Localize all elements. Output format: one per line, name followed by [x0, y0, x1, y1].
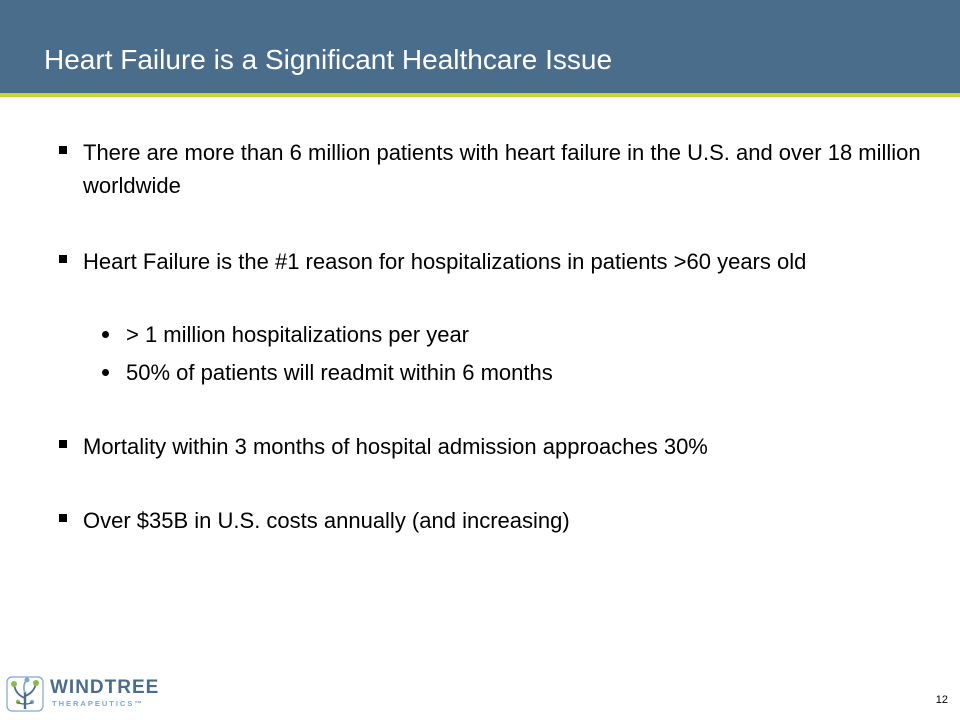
bullet-text: Mortality within 3 months of hospital admission approaches 30%: [83, 434, 708, 459]
square-bullet-icon: [59, 440, 67, 448]
sub-bullet-text: > 1 million hospitalizations per year: [126, 322, 470, 347]
square-bullet-icon: [59, 255, 67, 263]
bullet-item: [83, 245, 923, 278]
sub-bullet-text: 50% of patients will readmit within 6 months: [126, 360, 553, 385]
square-bullet-icon: [59, 146, 67, 154]
page-number: 12: [935, 694, 948, 706]
slide-title: Heart Failure is a Significant Healthcare Issue: [44, 44, 613, 75]
tree-logo-icon: [6, 676, 44, 712]
company-logo: [6, 676, 160, 712]
square-bullet-icon: [59, 514, 67, 522]
round-bullet-icon: [102, 369, 109, 376]
sub-bullet-item: [126, 318, 906, 351]
logo-subtitle: THERAPEUTICS™: [52, 699, 144, 708]
sub-bullet-item: [126, 356, 906, 389]
logo-name: WINDTREE: [50, 677, 160, 698]
bullet-text: Over $35B in U.S. costs annually (and increasing): [83, 508, 570, 533]
bullet-item: [83, 504, 923, 537]
bullet-item: [83, 430, 923, 463]
bullet-item: [83, 136, 923, 202]
bullet-text: There are more than 6 million patients with heart failure in the U.S. and over 18 million worldwide: [83, 140, 921, 198]
round-bullet-icon: [102, 331, 109, 338]
bullet-text: Heart Failure is the #1 reason for hospitalizations in patients >60 years old: [83, 249, 807, 274]
